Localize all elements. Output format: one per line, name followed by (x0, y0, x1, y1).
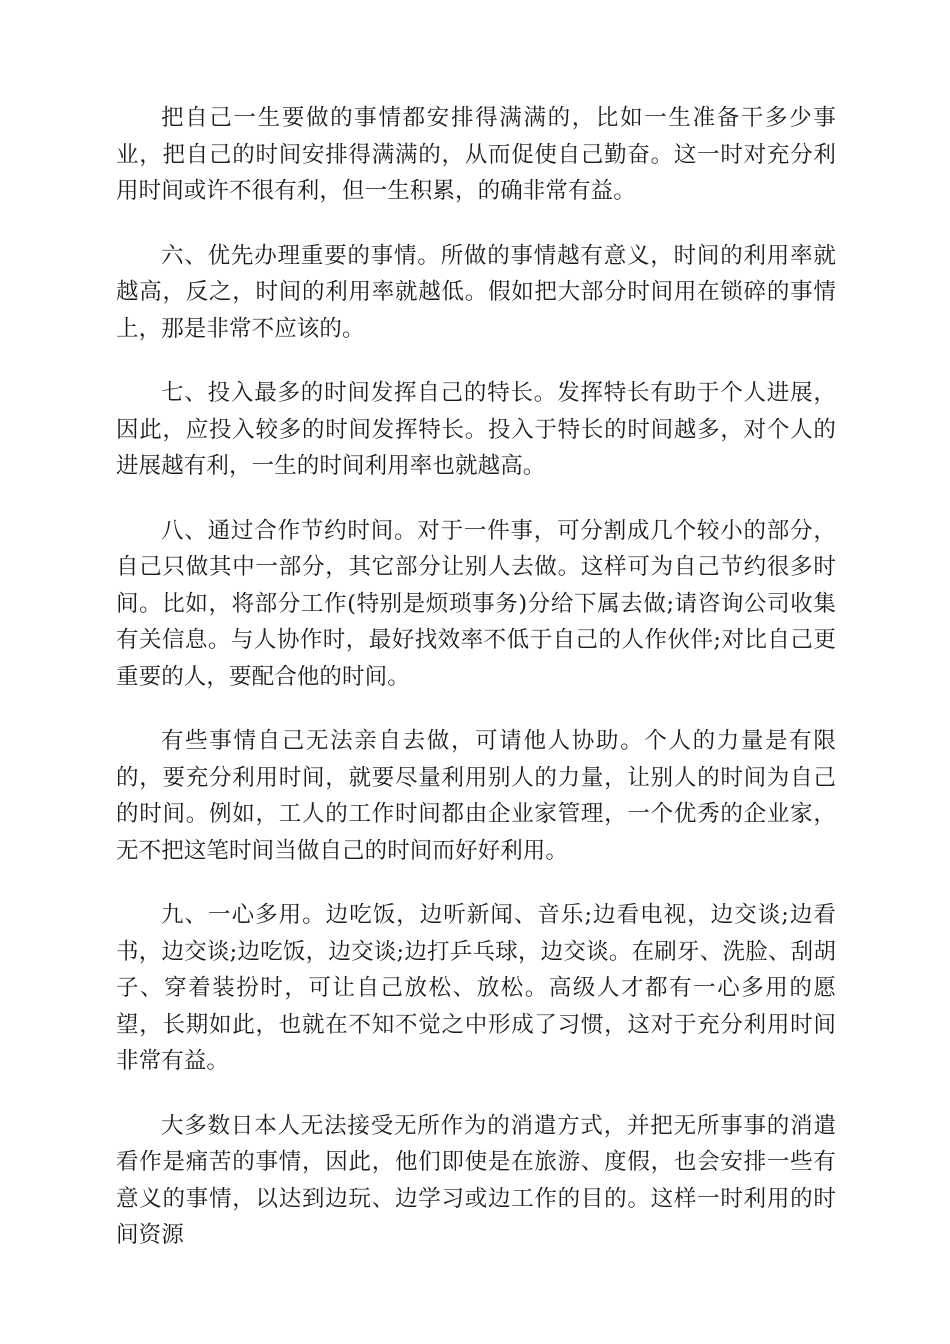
paragraph-plan-life: 把自己一生要做的事情都安排得满满的，比如一生准备干多少事业，把自己的时间安排得满满的，从而促使自己勤奋。这一时对充分利用时间或许不很有利，但一生积累，的确非常有益。 (116, 105, 836, 204)
paragraph-others-help: 有些事情自己无法亲自去做，可请他人协助。个人的力量是有限的，要充分利用时间，就要尽量利用别人的力量，让别人的时间为自己的时间。例如，工人的工作时间都由企业家管理，一个优秀的企业家，无不把这笔时间当做自己的时间而好好利用。 (116, 728, 836, 864)
document-page (116, 100, 836, 1282)
paragraph-section-6: 六、优先办理重要的事情。所做的事情越有意义，时间的利用率就越高，反之，时间的利用率就越低。假如把大部分时间用在锁碎的事情上，那是非常不应该的。 (116, 242, 836, 342)
paragraph-japanese-leisure: 大多数日本人无法接受无所作为的消遣方式，并把无所事事的消遣看作是痛苦的事情，因此，他们即使是在旅游、度假，也会安排一些有意义的事情，以达到边玩、边学习或边工作的目的。这样一时利用的时间资源 (116, 1112, 836, 1248)
paragraph-section-7: 七、投入最多的时间发挥自己的特长。发挥特长有助于个人进展，因此，应投入较多的时间发挥特长。投入于特长的时间越多，对个人的进展越有利，一生的时间利用率也就越高。 (116, 380, 836, 479)
paragraph-section-9: 九、一心多用。边吃饭，边听新闻、音乐;边看电视，边交谈;边看书，边交谈;边吃饭，边交谈;边打乒乓球，边交谈。在刷牙、洗脸、刮胡子、穿着装扮时，可让自己放松、放松。高级人才都有一心多用的愿望，长期如此，也就在不知不觉之中形成了习惯，这对于充分利用时间非常有益。 (116, 902, 836, 1074)
paragraph-section-8: 八、通过合作节约时间。对于一件事，可分割成几个较小的部分，自己只做其中一部分，其它部分让别人去做。这样可为自己节约很多时间。比如，将部分工作(特别是烦琐事务)分给下属去做;请咨询公司收集有关信息。与人协作时，最好找效率不低于自己的人作伙伴;对比自己更重要的人，要配合他的时间。 (116, 517, 836, 690)
